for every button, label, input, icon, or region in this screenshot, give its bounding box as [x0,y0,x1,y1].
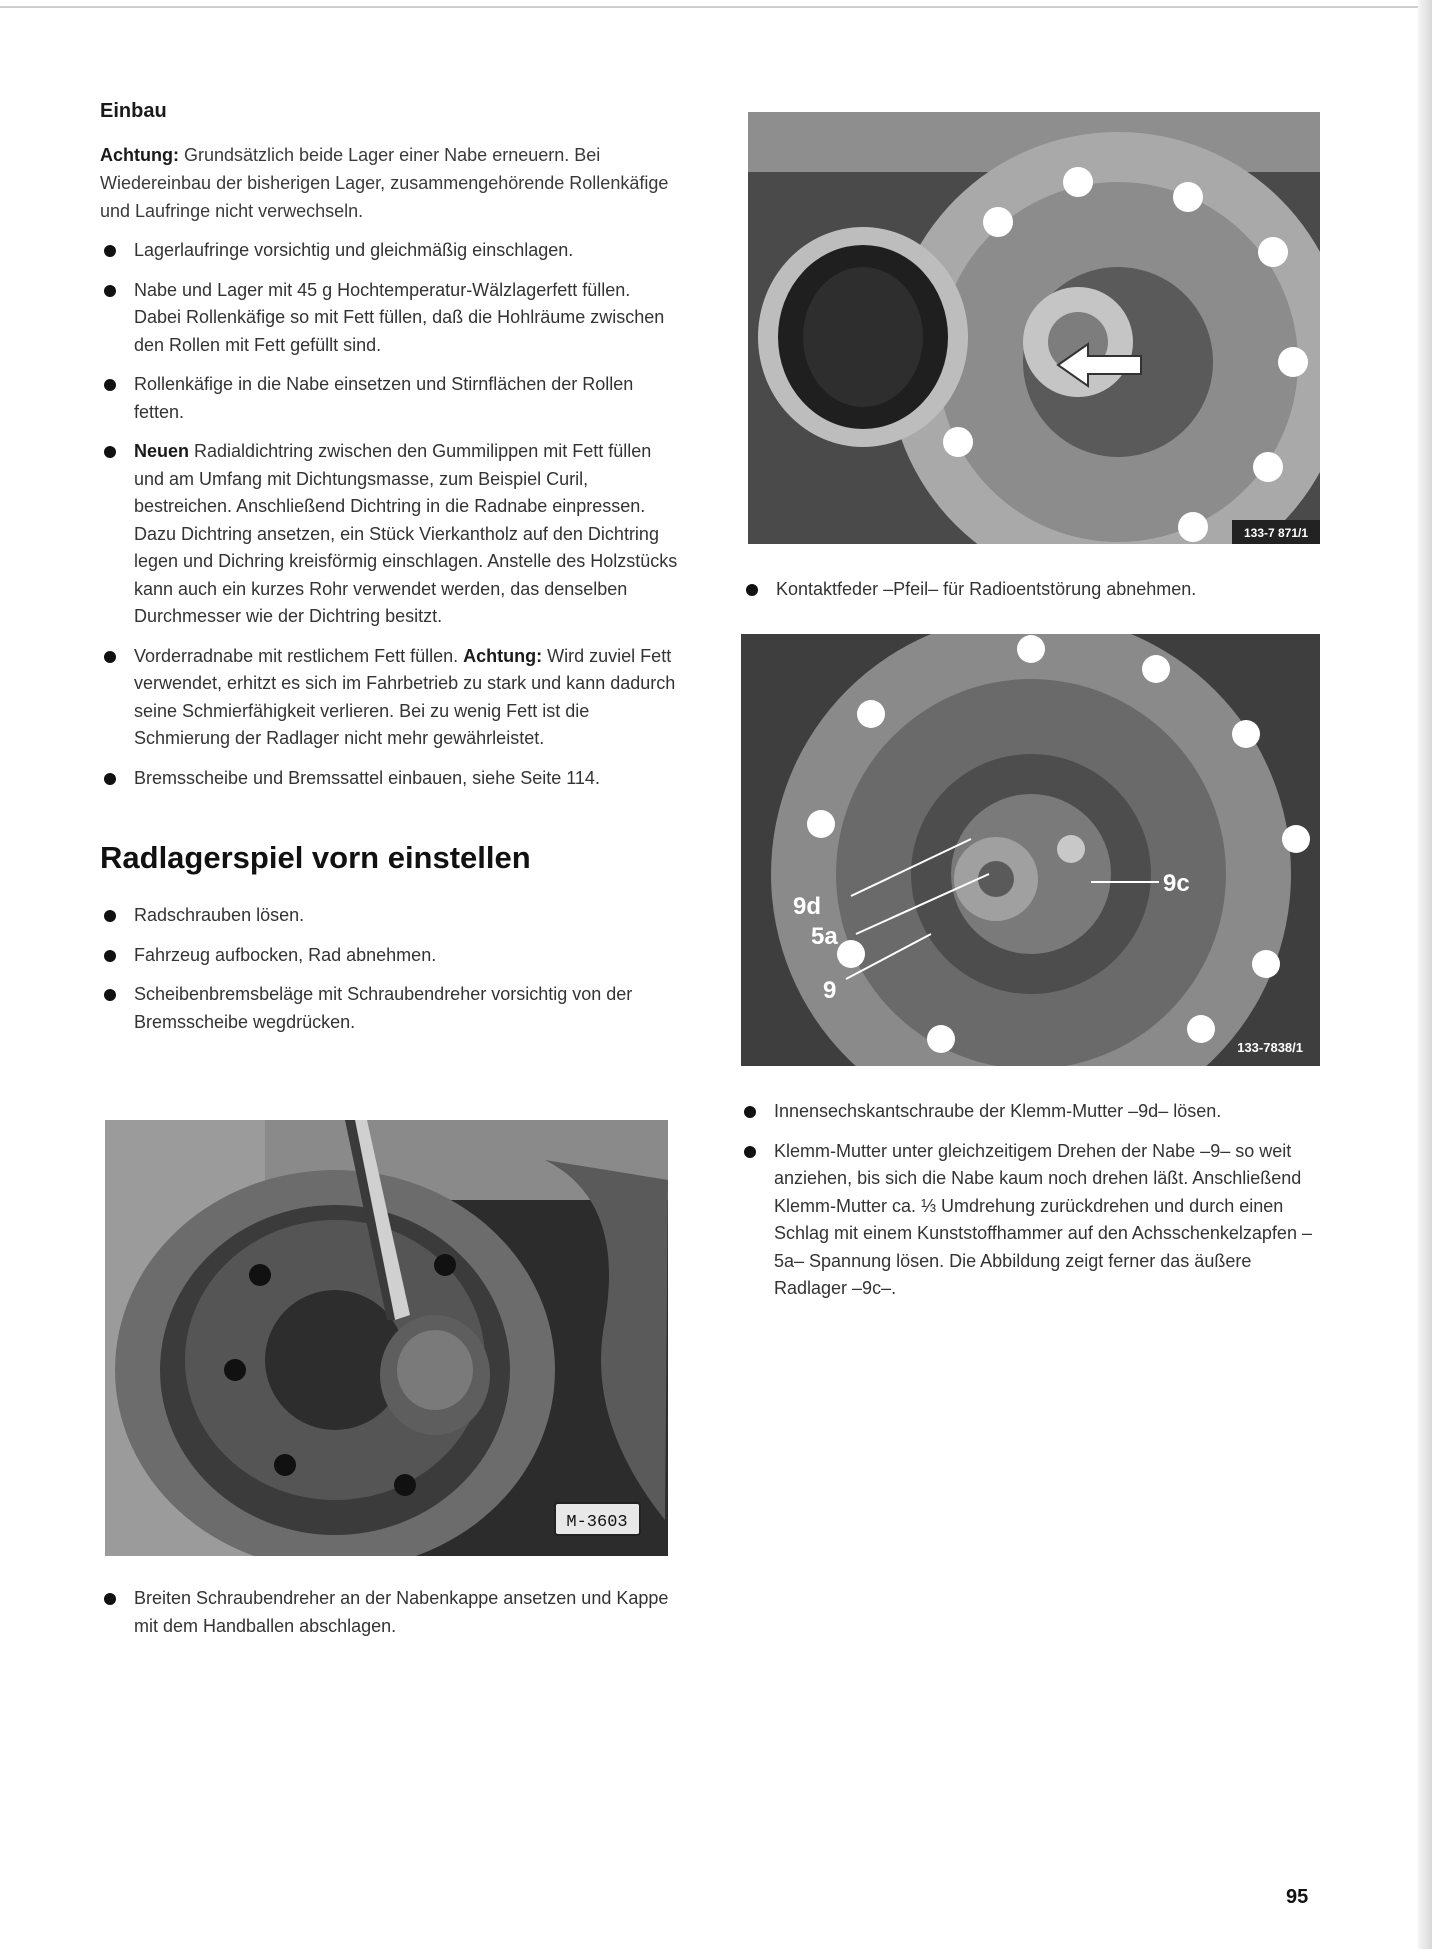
list-item: Bremsscheibe und Bremssattel einbauen, siehe Seite 114. [100,765,680,793]
right-caption-list [740,1098,1320,1315]
photo-code-m3603: M-3603 [566,1513,628,1532]
list-item: Innensechskantschraube der Klemm-Mutter –9d– lösen. [740,1098,1320,1126]
vorderradnabe-achtung: Achtung: [463,645,543,666]
photo-clamp-nut [741,634,1320,1066]
list-item: Nabe und Lager mit 45 g Hochtemperatur-Wälzlagerfett füllen. Dabei Rollenkäfige so mit Fett füllen, daß die Hohlräume zwischen den Rollen mit Fett gefüllt sind. [100,277,680,360]
photo-code-133-7871: 133-7 871/1 [1243,526,1309,540]
photo-code-133-7838: 133-7838/1 [1237,1040,1303,1055]
label-5a: 5a [811,923,838,950]
top-rule [0,6,1420,8]
photo-contact-spring [748,112,1320,544]
photo-screwdriver-hub [105,1120,668,1556]
section-heading-einbau: Einbau [100,100,167,122]
list-item: Scheibenbremsbeläge mit Schraubendreher vorsichtig von der Bremsscheibe wegdrücken. [100,981,680,1036]
neuen-bold: Neuen [134,441,190,461]
list-item: Rollenkäfige in die Nabe einsetzen und Stirnflächen der Rollen fetten. [100,371,680,426]
achtung-label: Achtung: [100,145,179,165]
label-9c: 9c [1163,870,1190,897]
page-number: 95 [1286,1886,1309,1908]
right-caption-1 [742,576,1322,616]
achtung-text: Grundsätzlich beide Lager einer Nabe erneuern. Bei Wiedereinbau der bisherigen Lager, zusammengehörende Rollenkäfige und Laufringe nicht verwechseln. [100,145,669,221]
section-heading-radlager: Radlagerspiel vorn einstellen [100,840,531,875]
left-column [100,100,680,1048]
radlager-bullet-list [100,902,680,1036]
vorderradnabe-rest: Wird zuviel Fett verwendet, erhitzt es sich im Fahrbetrieb zu stark und kann dadurch seine Schmierfähigkeit verlieren. Bei zu wenig Fett ist die Schmierung der Radlager nicht mehr gewährleistet. [134,645,676,748]
left-caption-list [100,1585,680,1652]
einbau-bullet-list [100,237,680,792]
label-9d: 9d [793,893,822,920]
label-9: 9 [823,977,837,1004]
list-item: Radschrauben lösen. [100,902,680,930]
list-item: Fahrzeug aufbocken, Rad abnehmen. [100,942,680,970]
achtung-paragraph [100,141,680,225]
page-edge-shadow [1418,0,1432,1949]
list-item: Kontaktfeder –Pfeil– für Radioentstörung abnehmen. [742,576,1322,604]
list-item: Lagerlaufringe vorsichtig und gleichmäßig einschlagen. [100,237,680,265]
list-item: Klemm-Mutter unter gleichzeitigem Drehen der Nabe –9– so weit anziehen, bis sich die Nabe kaum noch drehen läßt. Anschließend Klemm-Mutter ca. ⅓ Umdrehung zurückdrehen und durch einen Schlag mit einem Kunststoffhammer auf den Achsschenkelzapfen –5a– Spannung lösen. Die Abbildung zeigt ferner das äußere Radlager –9c–. [740,1138,1320,1303]
vorderradnabe-text: Vorderradnabe mit restlichem Fett füllen. [134,645,459,666]
list-item [100,643,680,753]
list-item: Breiten Schraubendreher an der Nabenkappe ansetzen und Kappe mit dem Handballen abschlagen. [100,1585,680,1640]
neuen-text: Radialdichtring zwischen den Gummilippen mit Fett füllen und am Umfang mit Dichtungsmasse, zum Beispiel Curil, bestreichen. Anschließend Dichtring in die Radnabe einpressen. Dazu Dichtring ansetzen, ein Stück Vierkantholz auf den Dichtring legen und Dichring kreisförmig einschlagen. Anstelle des Holzstücks kann auch ein kurzes Rohr verwendet werden, das denselben Durchmesser wie der Dichtring besitzt. [134,441,678,626]
list-item [100,438,680,631]
